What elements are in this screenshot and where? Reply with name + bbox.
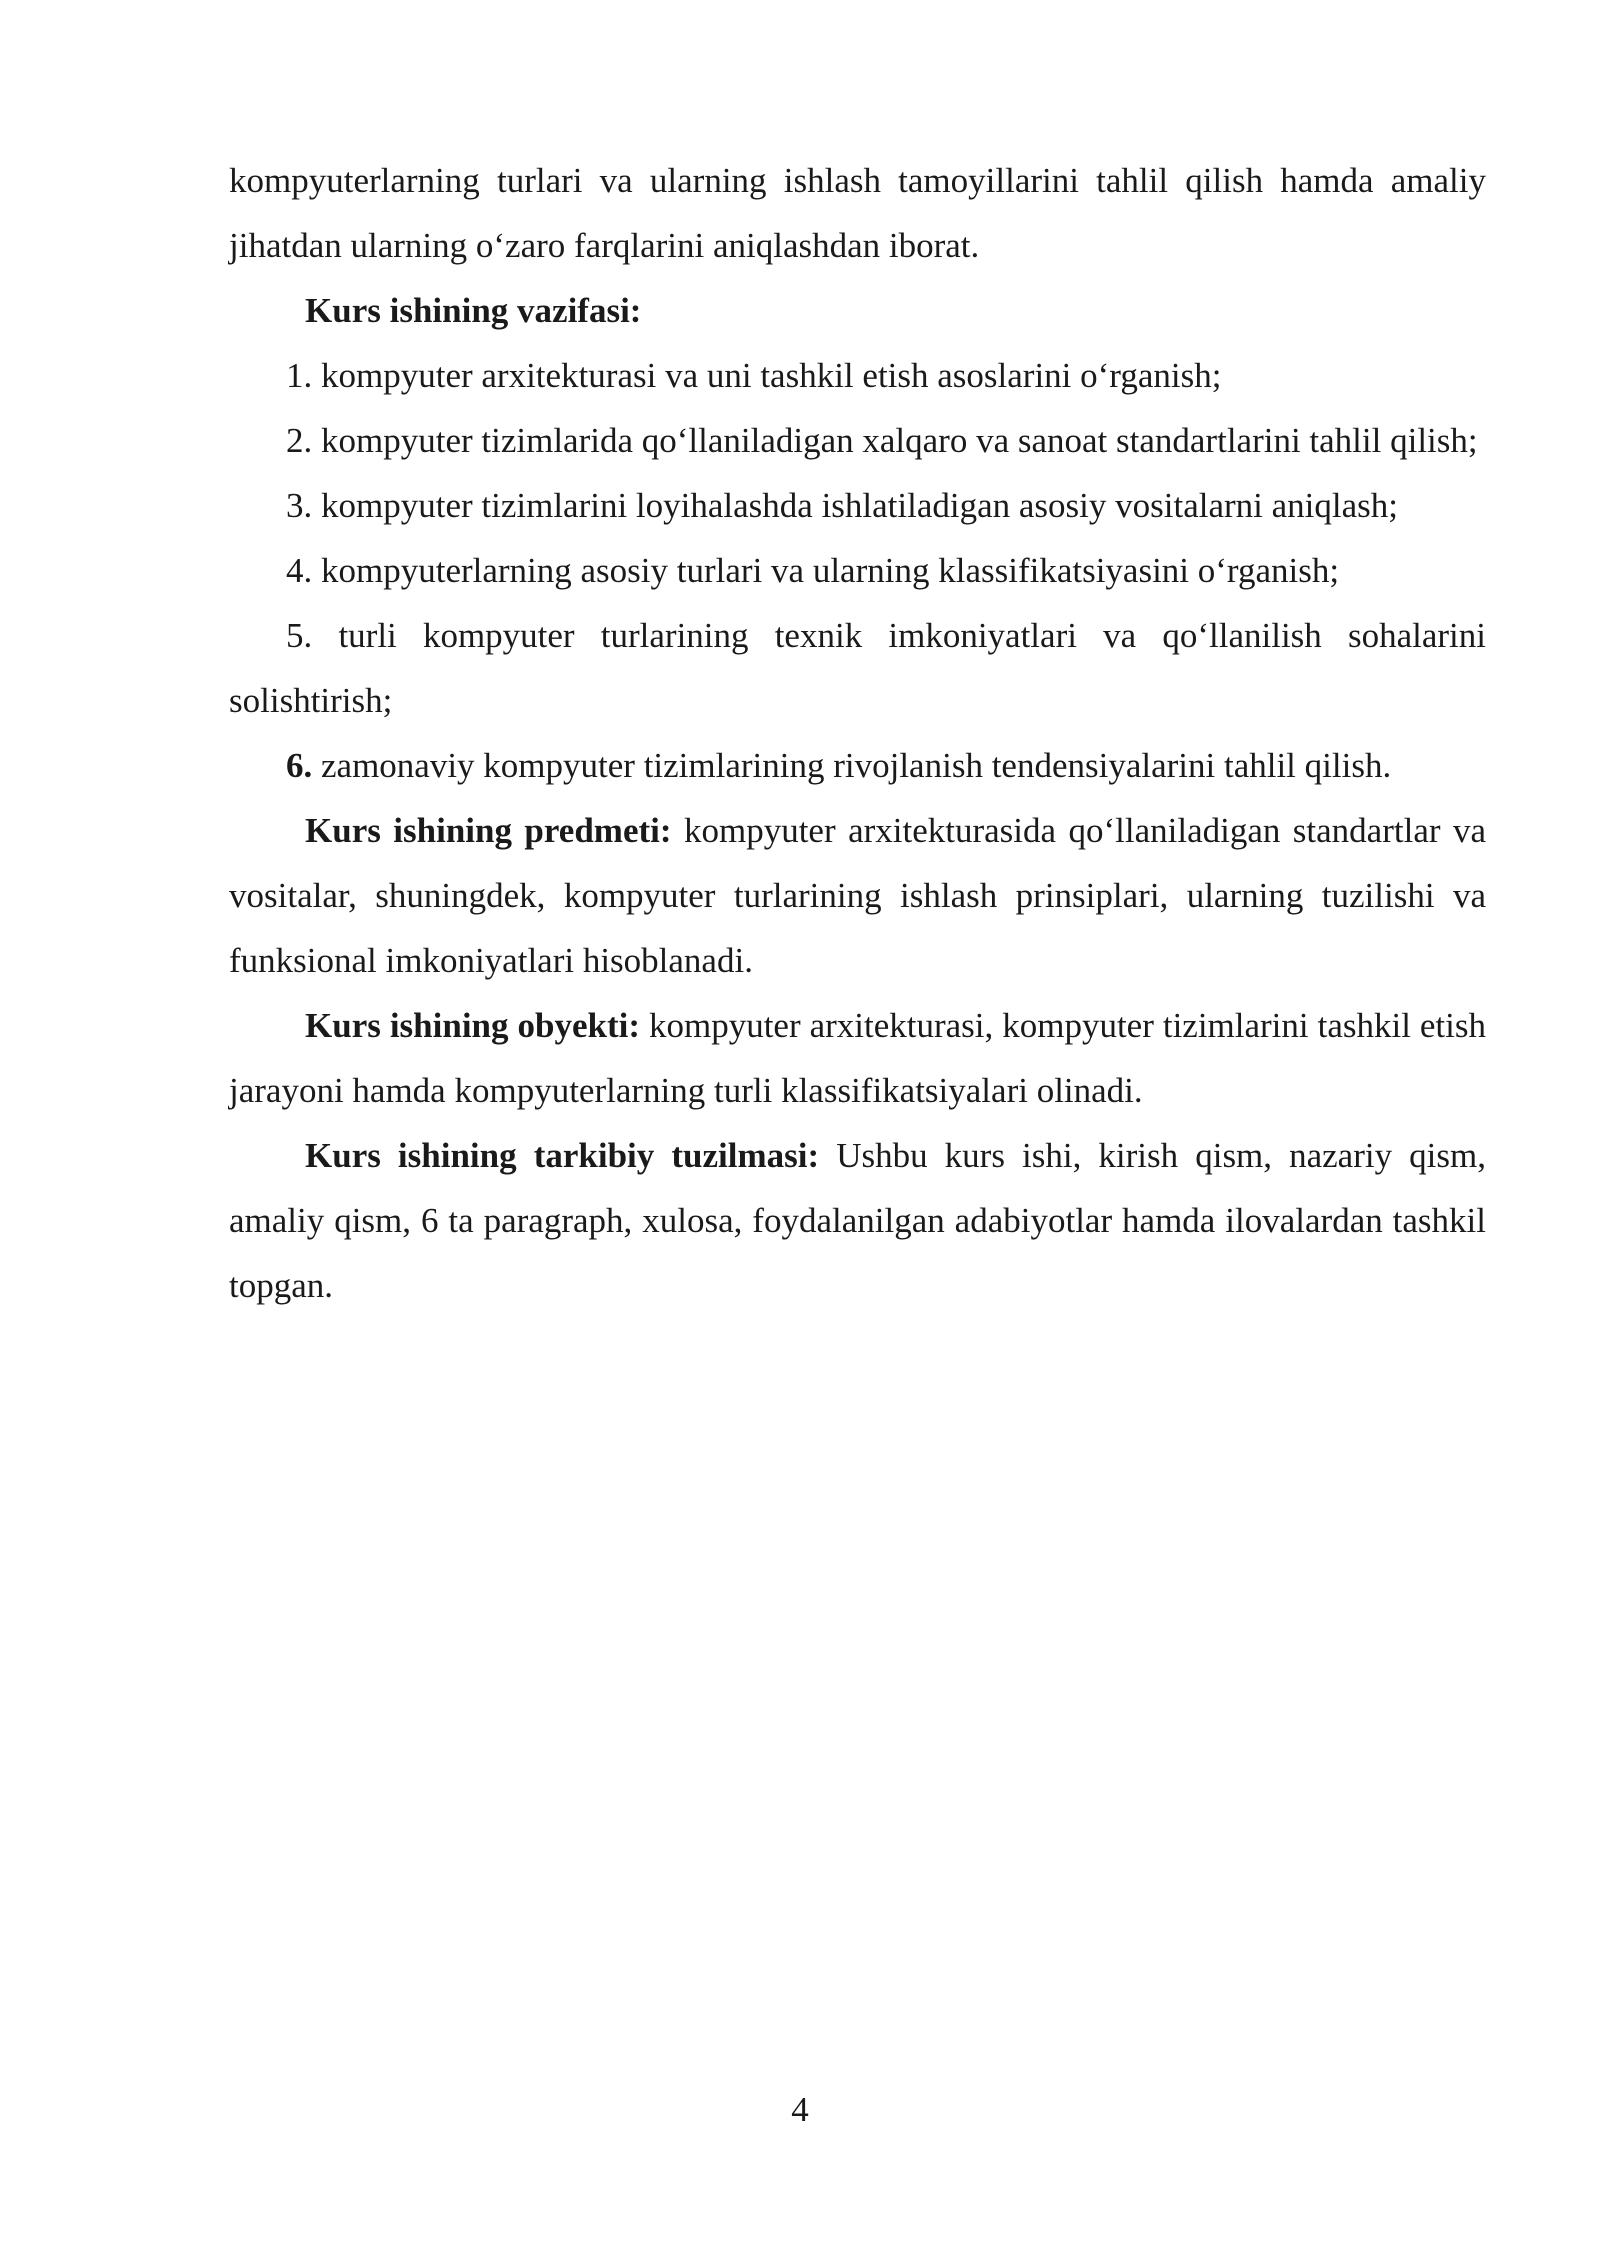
task-text-1: kompyuter arxitekturasi va uni tashkil etish asoslarini o‘rganish;: [321, 356, 1222, 395]
task-number-6: 6.: [286, 746, 313, 785]
task-number-2: 2.: [286, 421, 313, 460]
task-number-1: 1.: [286, 356, 313, 395]
task-number-4: 4.: [286, 551, 313, 590]
task-item-3: [229, 473, 1486, 538]
object-label: Kurs ishining obyekti:: [305, 1006, 640, 1045]
tasks-heading-paragraph: [229, 278, 1486, 343]
structure-text: Ushbu kurs ishi, kirish qism, nazariy qism, amaliy qism, 6 ta paragraph, xulosa, foydalanilgan adabiyotlar hamda ilovalardan tashkil topgan.: [229, 1136, 1486, 1305]
intro-paragraph: kompyuterlarning turlari va ularning ishlash tamoyillarini tahlil qilish hamda amaliy jihatdan ularning o‘zaro farqlarini aniqlashdan iborat.: [229, 161, 1486, 265]
task-item-6: [229, 733, 1486, 798]
task-number-3: 3.: [286, 486, 313, 525]
object-text: kompyuter arxitekturasi, kompyuter tizimlarini tashkil etish jarayoni hamda kompyuterlarning turli klassifikatsiyalari olinadi.: [229, 1006, 1487, 1110]
task-item-5: [229, 603, 1486, 733]
structure-paragraph: [229, 1123, 1486, 1318]
page-number: 4: [791, 2090, 809, 2129]
task-item-4: [229, 538, 1486, 603]
task-number-5: 5.: [286, 616, 313, 655]
structure-label: Kurs ishining tarkibiy tuzilmasi:: [305, 1136, 820, 1175]
task-text-4: kompyuterlarning asosiy turlari va ularning klassifikatsiyasini o‘rganish;: [321, 551, 1340, 590]
task-text-6: zamonaviy kompyuter tizimlarining rivojlanish tendensiyalarini tahlil qilish.: [321, 746, 1392, 785]
task-text-5: turli kompyuter turlarining texnik imkoniyatlari va qo‘llanilish sohalarini solishtirish;: [229, 616, 1486, 720]
subject-text: kompyuter arxitekturasida qo‘llaniladigan standartlar va vositalar, shuningdek, kompyuter turlarining ishlash prinsiplari, ularning tuzilishi va funksional imkoniyatlari hisoblanadi.: [229, 811, 1486, 980]
subject-label: Kurs ishining predmeti:: [305, 811, 672, 850]
task-item-2: [229, 408, 1486, 473]
task-text-3: kompyuter tizimlarini loyihalashda ishlatiladigan asosiy vositalarni aniqlash;: [321, 486, 1399, 525]
task-item-1: [229, 343, 1486, 408]
subject-paragraph: [229, 798, 1486, 993]
tasks-heading: Kurs ishining vazifasi:: [305, 291, 642, 330]
object-paragraph: [229, 993, 1486, 1123]
task-text-2: kompyuter tizimlarida qo‘llaniladigan xalqaro va sanoat standartlarini tahlil qilish;: [321, 421, 1478, 460]
page-body: [229, 148, 1486, 1318]
